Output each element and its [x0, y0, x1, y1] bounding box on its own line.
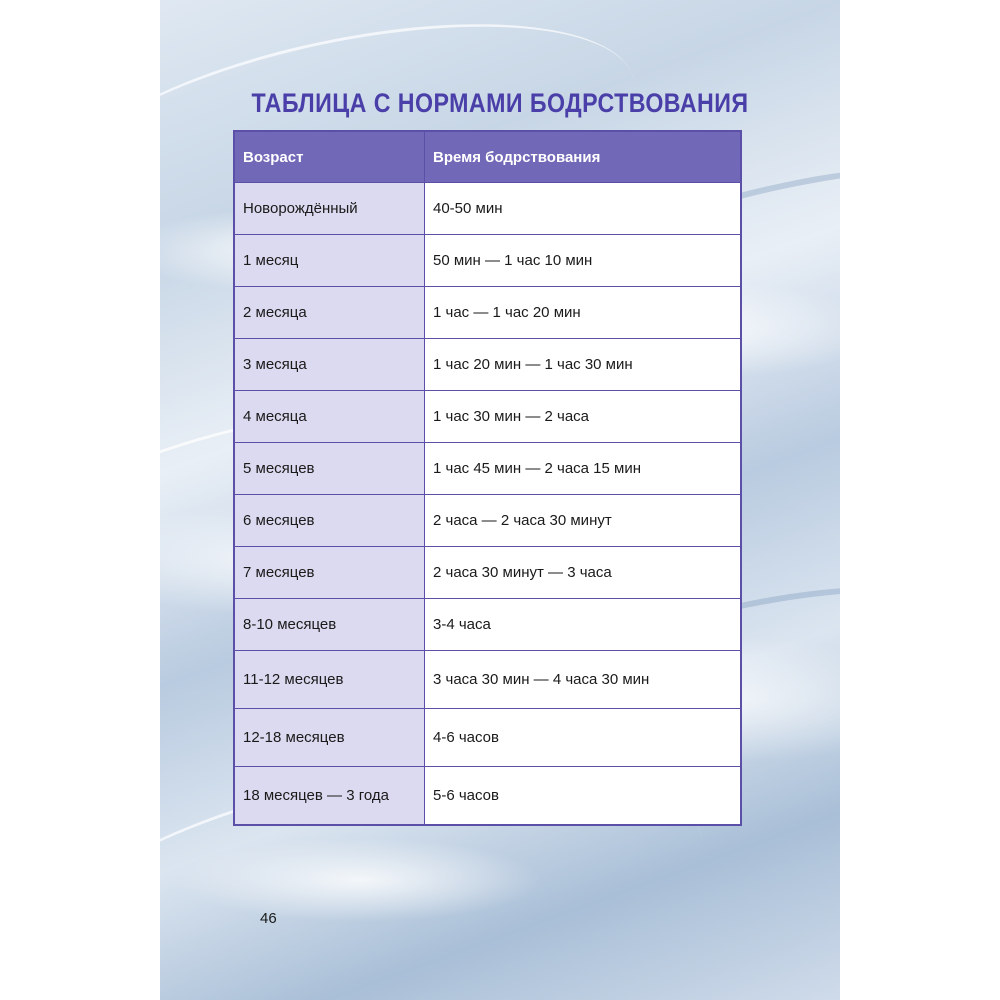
table-row: [234, 339, 741, 391]
age-cell: 2 месяца: [234, 287, 425, 339]
time-cell: 50 мин — 1 час 10 мин: [425, 235, 742, 287]
time-cell: 40-50 мин: [425, 183, 742, 235]
time-cell: 2 часа 30 минут — 3 часа: [425, 547, 742, 599]
age-cell: 6 месяцев: [234, 495, 425, 547]
table-row: [234, 599, 741, 651]
wakefulness-table: [233, 130, 742, 826]
time-cell: 1 час 30 мин — 2 часа: [425, 391, 742, 443]
column-header-age: Возраст: [234, 131, 425, 183]
time-cell: 1 час 45 мин — 2 часа 15 мин: [425, 443, 742, 495]
page-title: ТАБЛИЦА С НОРМАМИ БОДРСТВОВАНИЯ: [251, 88, 749, 118]
book-page: [160, 0, 840, 1000]
page-number: 46: [260, 910, 277, 927]
time-cell: 3-4 часа: [425, 599, 742, 651]
age-cell: Новорождённый: [234, 183, 425, 235]
time-cell: 3 часа 30 мин — 4 часа 30 мин: [425, 651, 742, 709]
time-cell: 5-6 часов: [425, 767, 742, 826]
age-cell: 12-18 месяцев: [234, 709, 425, 767]
column-header-time: Время бодрствования: [425, 131, 742, 183]
table-row: [234, 287, 741, 339]
table-row: [234, 183, 741, 235]
time-cell: 2 часа — 2 часа 30 минут: [425, 495, 742, 547]
table-header-row: [234, 131, 741, 183]
time-cell: 1 час 20 мин — 1 час 30 мин: [425, 339, 742, 391]
age-cell: 7 месяцев: [234, 547, 425, 599]
time-cell: 1 час — 1 час 20 мин: [425, 287, 742, 339]
table-row: [234, 391, 741, 443]
age-cell: 3 месяца: [234, 339, 425, 391]
table-row: [234, 547, 741, 599]
table-row: [234, 651, 741, 709]
table-row: [234, 767, 741, 826]
age-cell: 8-10 месяцев: [234, 599, 425, 651]
table-row: [234, 235, 741, 287]
time-cell: 4-6 часов: [425, 709, 742, 767]
age-cell: 11-12 месяцев: [234, 651, 425, 709]
table-row: [234, 443, 741, 495]
table-row: [234, 495, 741, 547]
table-row: [234, 709, 741, 767]
age-cell: 5 месяцев: [234, 443, 425, 495]
age-cell: 1 месяц: [234, 235, 425, 287]
age-cell: 4 месяца: [234, 391, 425, 443]
age-cell: 18 месяцев — 3 года: [234, 767, 425, 826]
